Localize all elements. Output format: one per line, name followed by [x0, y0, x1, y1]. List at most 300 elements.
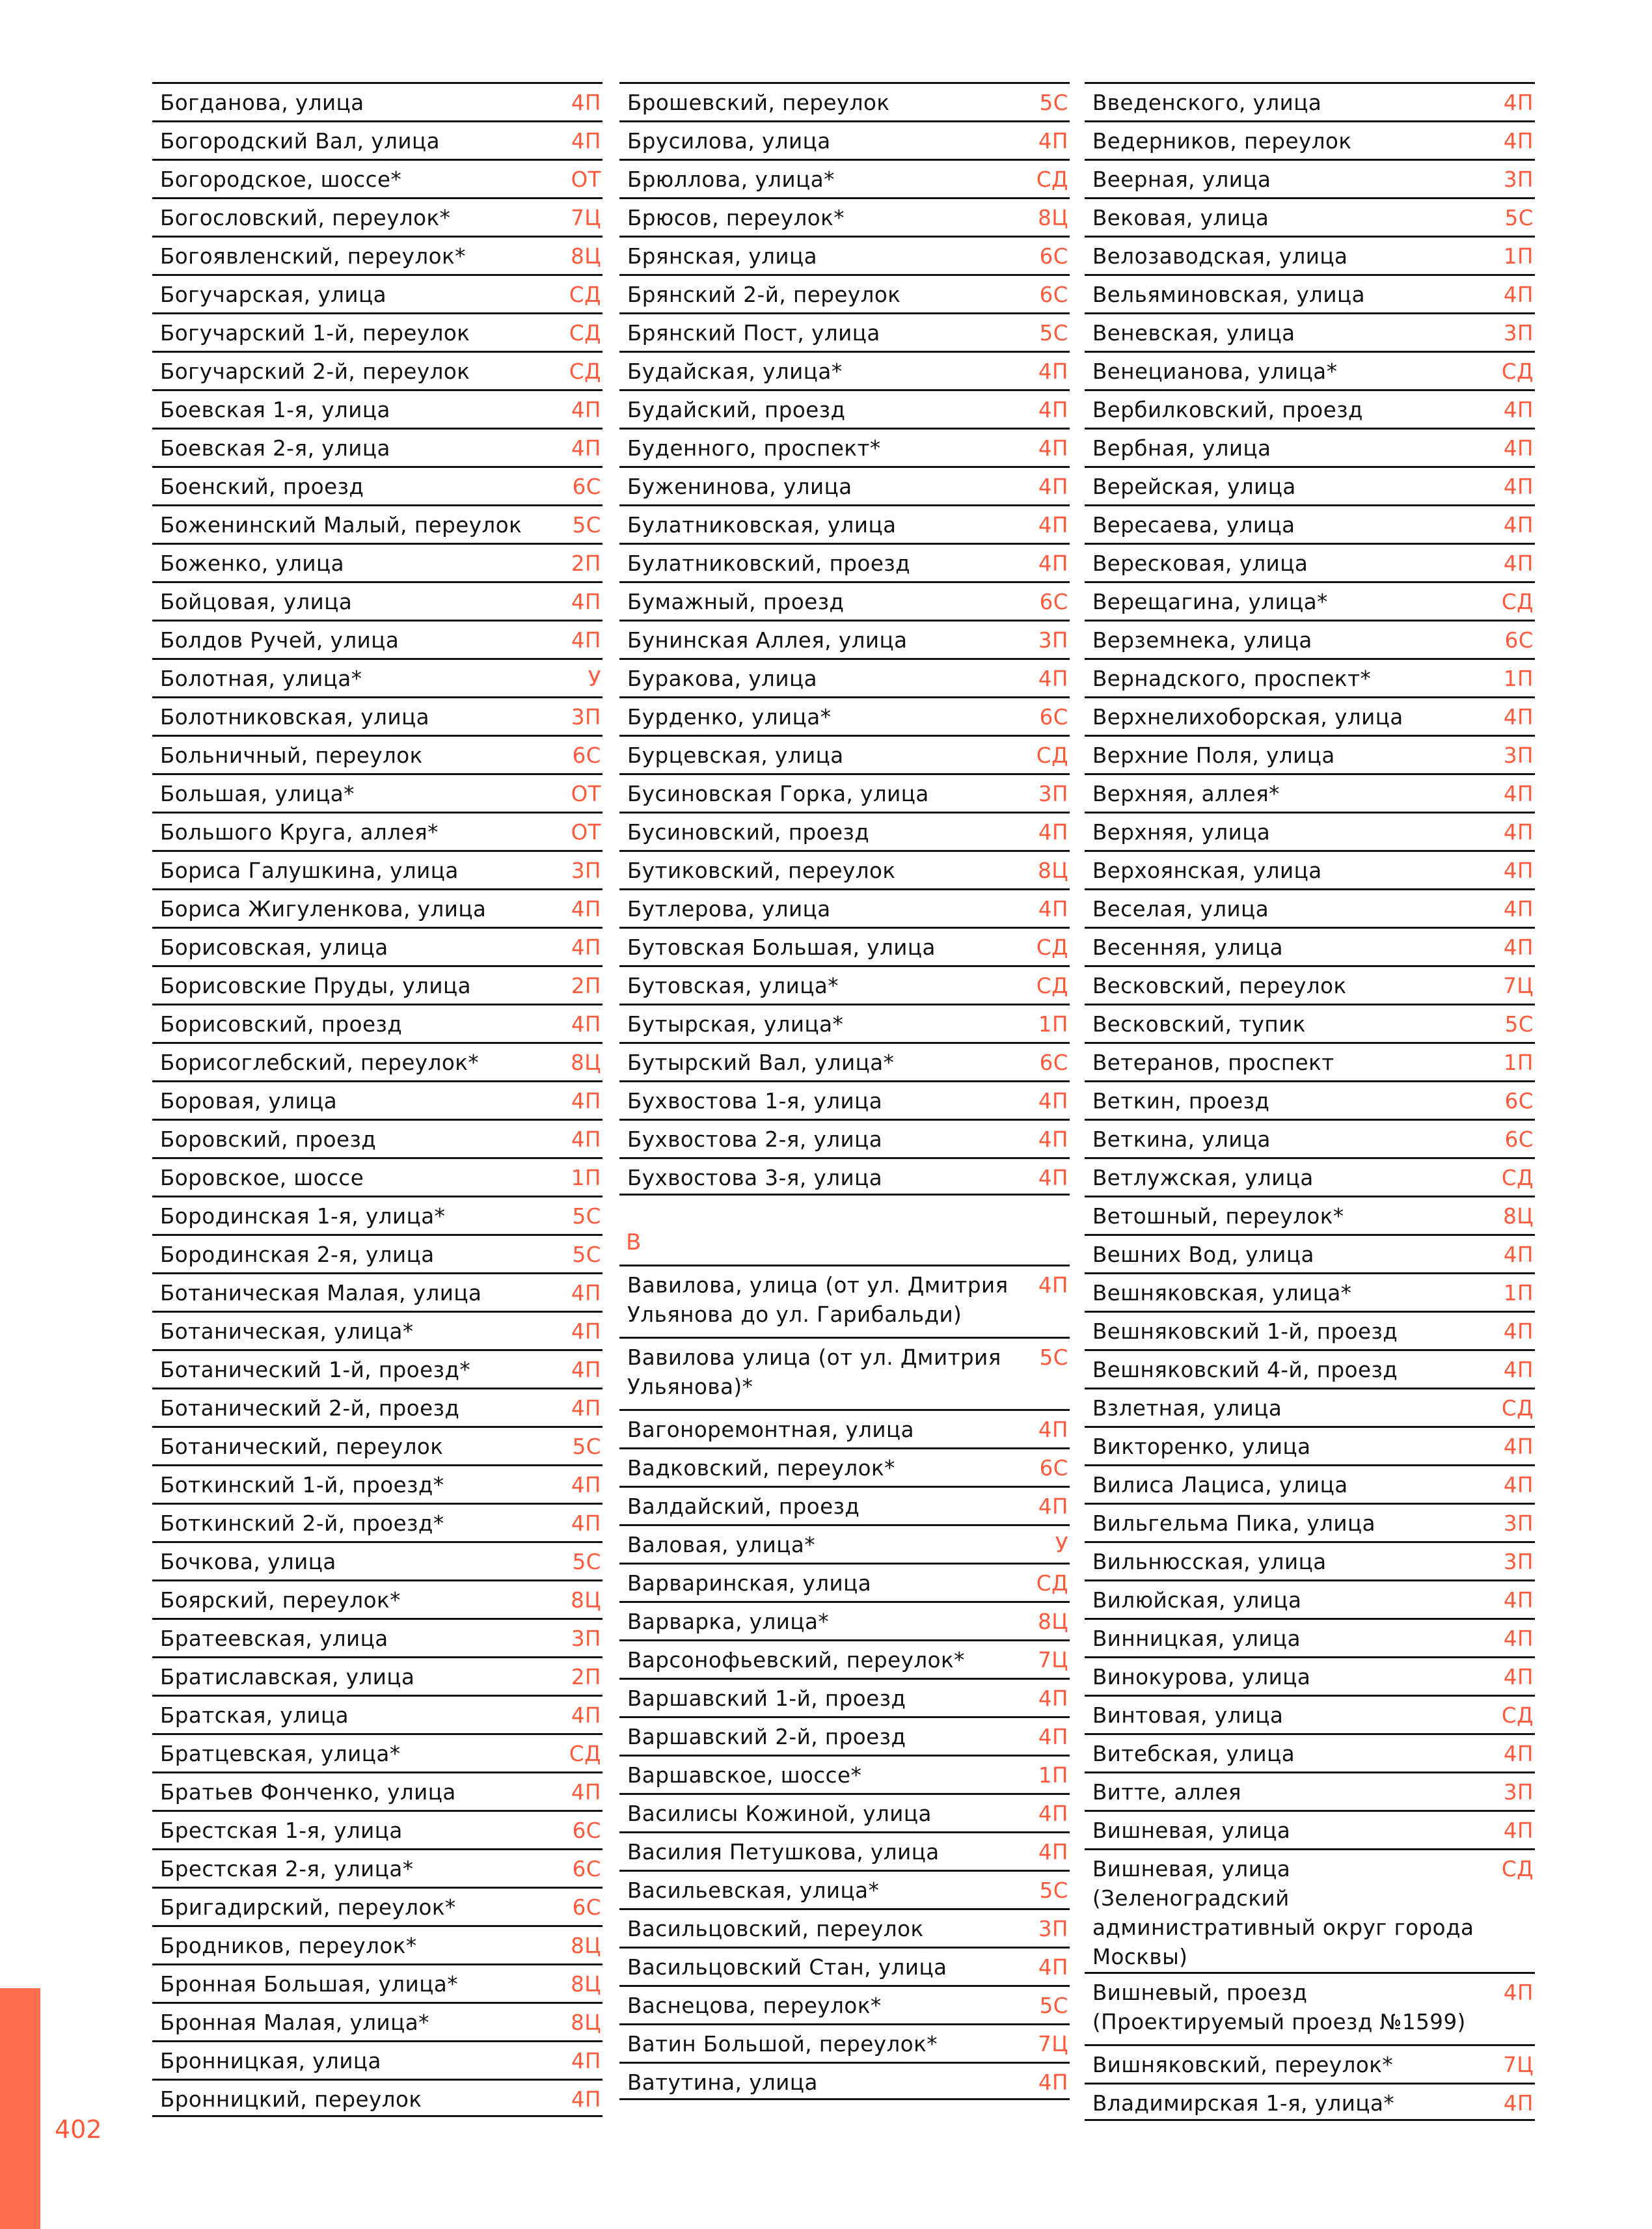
street-entry [619, 1004, 1070, 1042]
street-name: Верхнелихоборская, улица [1092, 705, 1403, 730]
street-entry [152, 1349, 603, 1388]
street-name: Верхоянская, улица [1092, 858, 1322, 883]
street-entry [619, 1908, 1070, 1947]
street-entry [152, 1656, 603, 1695]
street-name: Брянский 2-й, переулок [627, 282, 901, 307]
zone-code: 5С [1039, 321, 1068, 346]
zone-code: 4П [1503, 1473, 1534, 1497]
zone-code: 4П [1038, 820, 1068, 845]
zone-code: 5С [1039, 1345, 1068, 1370]
street-entry [1085, 1119, 1535, 1157]
street-name: Булатниковский, проезд [627, 551, 911, 576]
zone-code: 3П [1503, 743, 1534, 768]
zone-code: 4П [571, 436, 601, 461]
zone-code: 6С [1039, 1050, 1068, 1075]
street-name: Болотниковская, улица [160, 705, 430, 730]
street-entry [152, 658, 603, 696]
street-name: Борисовская, улица [160, 935, 388, 960]
zone-code: 4П [571, 590, 601, 614]
zone-code: 8Ц [571, 1934, 601, 1958]
street-entry [152, 2079, 603, 2117]
street-name: Витебская, улица [1092, 1742, 1295, 1766]
street-name: Богданова, улица [160, 90, 364, 115]
street-entry [1085, 1349, 1535, 1388]
street-name: Богородский Вал, улица [160, 129, 440, 154]
zone-code: 4П [1503, 1818, 1534, 1843]
index-column-1 [152, 82, 603, 2117]
street-name: Веткин, проезд [1092, 1089, 1270, 1114]
street-name: Бойцовая, улица [160, 590, 353, 614]
street-name: Вавилова, улица (от ул. Дмитрия Ульянова до ул. Гарибальди) [627, 1273, 1009, 1327]
zone-code: 1П [1503, 666, 1534, 691]
zone-code: 4П [1503, 1742, 1534, 1766]
street-name: Винницкая, улица [1092, 1626, 1301, 1651]
index-column-3 [1085, 82, 1535, 2121]
street-name: Вишневая, улица (Зеленоградский административный округ города Москвы) [1092, 1857, 1474, 1969]
zone-code: 6С [572, 1818, 601, 1843]
zone-code: 4П [1038, 2070, 1068, 2095]
street-name: Васильевская, улица* [627, 1878, 880, 1903]
street-name: Богородское, шоссе* [160, 167, 402, 192]
zone-code: 4П [571, 1089, 601, 1114]
zone-code: 4П [1503, 858, 1534, 883]
street-name: Вадковский, переулок* [627, 1456, 895, 1481]
street-entry [1085, 658, 1535, 696]
zone-code: 6С [1039, 590, 1068, 614]
street-entry [152, 312, 603, 351]
street-name: Боженко, улица [160, 551, 345, 576]
zone-code: 4П [1503, 705, 1534, 730]
street-entry [152, 696, 603, 735]
street-name: Верещагина, улица* [1092, 590, 1328, 614]
street-entry [619, 1337, 1070, 1409]
street-entry [619, 274, 1070, 312]
street-entry [1085, 1157, 1535, 1196]
zone-code: 5С [572, 1242, 601, 1267]
street-name: Валовая, улица* [627, 1533, 816, 1557]
index-column-2 [619, 82, 1070, 2100]
street-name: Вилюйская, улица [1092, 1588, 1302, 1613]
zone-code: 7Ц [1038, 2032, 1068, 2057]
street-name: Вербная, улица [1092, 436, 1271, 461]
zone-code: СД [1036, 974, 1068, 998]
street-entry [152, 773, 603, 812]
zone-code: 6С [1504, 1089, 1534, 1114]
zone-code: 4П [1503, 398, 1534, 422]
zone-code: 4П [1038, 1686, 1068, 1711]
street-entry [619, 1563, 1070, 1601]
street-entry [1085, 965, 1535, 1004]
street-entry [1085, 159, 1535, 197]
street-entry [1085, 1311, 1535, 1349]
zone-code: 4П [571, 398, 601, 422]
street-name: Весковский, тупик [1092, 1012, 1306, 1037]
street-entry [619, 812, 1070, 850]
zone-code: 4П [571, 897, 601, 922]
street-entry [619, 888, 1070, 927]
zone-code: 4П [571, 1396, 601, 1421]
street-entry [619, 543, 1070, 581]
zone-code: 4П [1038, 1417, 1068, 1442]
street-entry [152, 1579, 603, 1618]
street-name: Ветлужская, улица [1092, 1166, 1314, 1190]
street-name: Бухвостова 1-я, улица [627, 1089, 883, 1114]
street-entry [152, 1426, 603, 1464]
street-entry [1085, 927, 1535, 965]
street-entry [152, 120, 603, 159]
zone-code: 3П [1038, 628, 1068, 653]
street-entry [619, 850, 1070, 888]
street-entry [1085, 2083, 1535, 2121]
section-letter: В [626, 1229, 642, 1255]
street-name: Викторенко, улица [1092, 1434, 1311, 1459]
street-entry [152, 2002, 603, 2040]
street-name: Бухвостова 2-я, улица [627, 1127, 883, 1152]
street-name: Вишняковский, переулок* [1092, 2053, 1394, 2077]
street-entry [1085, 773, 1535, 812]
street-entry [1085, 1848, 1535, 1972]
street-name: Бунинская Аллея, улица [627, 628, 908, 653]
street-name: Бронницкая, улица [160, 2049, 381, 2073]
street-entry [1085, 1464, 1535, 1503]
zone-code: 1П [571, 1166, 601, 1190]
street-name: Веневская, улица [1092, 321, 1295, 346]
street-name: Братьев Фонченко, улица [160, 1780, 456, 1805]
street-name: Булатниковская, улица [627, 513, 897, 538]
street-entry [152, 1004, 603, 1042]
zone-code: 5С [572, 1434, 601, 1459]
zone-code: 4П [571, 1473, 601, 1497]
zone-code: 5С [572, 513, 601, 538]
street-entry [1085, 620, 1535, 658]
street-entry [619, 1157, 1070, 1196]
zone-code: 5С [1039, 90, 1068, 115]
street-entry [1085, 504, 1535, 543]
street-name: Братеевская, улица [160, 1626, 388, 1651]
street-entry [619, 1985, 1070, 2023]
street-name: Богословский, переулок* [160, 206, 451, 230]
street-entry [1085, 1618, 1535, 1656]
street-entry [152, 1503, 603, 1541]
street-entry [1085, 543, 1535, 581]
street-name: Вавилова улица (от ул. Дмитрия Ульянова)* [627, 1345, 1001, 1399]
street-entry [1085, 82, 1535, 120]
zone-code: 4П [1503, 2091, 1534, 2116]
street-name: Брюсов, переулок* [627, 206, 845, 230]
street-entry [152, 1733, 603, 1771]
street-name: Вишневая, улица [1092, 1818, 1291, 1843]
street-entry [619, 696, 1070, 735]
zone-code: 4П [571, 628, 601, 653]
street-entry [1085, 1388, 1535, 1426]
zone-code: 1П [1038, 1763, 1068, 1788]
street-name: Боровая, улица [160, 1089, 338, 1114]
street-name: Бусиновская Горка, улица [627, 782, 929, 806]
street-name: Большого Круга, аллея* [160, 820, 439, 845]
street-name: Вешних Вод, улица [1092, 1242, 1314, 1267]
street-name: Венецианова, улица* [1092, 359, 1338, 384]
street-name: Бухвостова 3-я, улица [627, 1166, 883, 1190]
zone-code: 6С [1504, 628, 1534, 653]
street-name: Борисовский, проезд [160, 1012, 403, 1037]
street-name: Бутлерова, улица [627, 897, 831, 922]
street-entry [619, 1265, 1070, 1337]
side-accent-bar [0, 1988, 40, 2229]
street-entry [1085, 120, 1535, 159]
street-name: Бронная Малая, улица* [160, 2010, 429, 2035]
zone-code: СД [1036, 935, 1068, 960]
zone-code: 6С [572, 474, 601, 499]
street-name: Боярский, переулок* [160, 1588, 401, 1613]
street-entry [619, 120, 1070, 159]
street-entry [152, 389, 603, 428]
street-entry [1085, 1695, 1535, 1733]
zone-code: 4П [1038, 1273, 1068, 1298]
street-entry [1085, 1272, 1535, 1311]
zone-code: 3П [1038, 782, 1068, 806]
zone-code: 4П [571, 1319, 601, 1344]
street-name: Вересаева, улица [1092, 513, 1295, 538]
street-entry [619, 236, 1070, 274]
street-entry [1085, 1810, 1535, 1848]
street-entry [152, 1234, 603, 1272]
street-name: Боткинский 2-й, проезд* [160, 1511, 444, 1536]
street-name: Верхняя, аллея* [1092, 782, 1280, 806]
street-entry [152, 1196, 603, 1234]
street-entry [152, 274, 603, 312]
street-entry [152, 236, 603, 274]
street-name: Борисовские Пруды, улица [160, 974, 472, 998]
street-entry [619, 312, 1070, 351]
zone-code: 4П [571, 2087, 601, 2112]
zone-code: 3П [1503, 1550, 1534, 1574]
street-entry [1085, 274, 1535, 312]
street-name: Велозаводская, улица [1092, 244, 1348, 269]
street-name: Ветошный, переулок* [1092, 1204, 1344, 1229]
street-name: Варшавское, шоссе* [627, 1763, 862, 1788]
street-name: Буденного, проспект* [627, 436, 881, 461]
zone-code: 7Ц [571, 206, 601, 230]
street-name: Вишневый, проезд (Проектируемый проезд №1599) [1092, 1980, 1466, 2034]
street-entry [152, 812, 603, 850]
street-name: Васильцовский Стан, улица [627, 1955, 947, 1980]
street-entry [619, 466, 1070, 504]
street-name: Вересковая, улица [1092, 551, 1308, 576]
street-entry [1085, 812, 1535, 850]
zone-code: СД [569, 359, 601, 384]
street-name: Братская, улица [160, 1703, 349, 1728]
street-name: Бронная Большая, улица* [160, 1972, 458, 1997]
zone-code: 4П [571, 90, 601, 115]
street-name: Бурденко, улица* [627, 705, 832, 730]
street-entry [152, 1042, 603, 1080]
street-entry [152, 197, 603, 236]
street-name: Варварка, улица* [627, 1609, 830, 1634]
street-entry [1085, 1234, 1535, 1272]
zone-code: 6С [1039, 282, 1068, 307]
zone-code: 4П [1503, 474, 1534, 499]
street-entry [619, 735, 1070, 773]
street-entry [152, 1963, 603, 2002]
zone-code: 4П [1503, 897, 1534, 922]
street-name: Ботанический, переулок [160, 1434, 444, 1459]
street-entry [152, 1388, 603, 1426]
street-name: Бурцевская, улица [627, 743, 844, 768]
street-name: Верейская, улица [1092, 474, 1296, 499]
street-name: Ватутина, улица [627, 2070, 818, 2095]
street-name: Ботанический 1-й, проезд* [160, 1358, 471, 1382]
street-name: Буженинова, улица [627, 474, 852, 499]
zone-code: 2П [571, 1665, 601, 1689]
street-name: Вильгельма Пика, улица [1092, 1511, 1376, 1536]
zone-code: 4П [1503, 513, 1534, 538]
street-name: Бутовская, улица* [627, 974, 839, 998]
zone-code: 3П [571, 1626, 601, 1651]
street-name: Бутиковский, переулок [627, 858, 896, 883]
street-name: Братиславская, улица [160, 1665, 415, 1689]
zone-code: ОТ [571, 782, 601, 806]
street-entry [152, 351, 603, 389]
zone-code: 3П [1503, 1780, 1534, 1805]
street-entry [1085, 1503, 1535, 1541]
street-name: Больничный, переулок [160, 743, 423, 768]
zone-code: СД [569, 321, 601, 346]
street-name: Боровский, проезд [160, 1127, 377, 1152]
street-name: Бригадирский, переулок* [160, 1895, 456, 1920]
street-entry [152, 1119, 603, 1157]
street-name: Введенского, улица [1092, 90, 1322, 115]
zone-code: 8Ц [571, 1588, 601, 1613]
street-entry [619, 1119, 1070, 1157]
zone-code: 1П [1503, 1050, 1534, 1075]
zone-code: 4П [1038, 897, 1068, 922]
street-entry [152, 543, 603, 581]
street-name: Верземнека, улица [1092, 628, 1312, 653]
zone-code: 8Ц [571, 244, 601, 269]
street-entry [619, 2062, 1070, 2100]
zone-code: 4П [1038, 1801, 1068, 1826]
street-name: Владимирская 1-я, улица* [1092, 2091, 1395, 2116]
street-name: Вильнюсская, улица [1092, 1550, 1327, 1574]
street-entry [1085, 1426, 1535, 1464]
zone-code: СД [1501, 1166, 1534, 1190]
zone-code: 4П [1503, 551, 1534, 576]
street-name: Вагоноремонтная, улица [627, 1417, 915, 1442]
zone-code: 8Ц [1038, 858, 1068, 883]
zone-code: 4П [1038, 1166, 1068, 1190]
street-entry [152, 1618, 603, 1656]
street-name: Ботанический 2-й, проезд [160, 1396, 460, 1421]
street-entry [1085, 351, 1535, 389]
street-name: Борисоглебский, переулок* [160, 1050, 480, 1075]
street-name: Верхние Поля, улица [1092, 743, 1335, 768]
street-entry [619, 197, 1070, 236]
zone-code: 4П [571, 1012, 601, 1037]
zone-code: 4П [1038, 1127, 1068, 1152]
street-name: Вешняковский 1-й, проезд [1092, 1319, 1398, 1344]
zone-code: 2П [571, 551, 601, 576]
zone-code: СД [1501, 359, 1534, 384]
street-name: Винокурова, улица [1092, 1665, 1311, 1689]
zone-code: 8Ц [1038, 1609, 1068, 1634]
zone-code: 2П [571, 974, 601, 998]
street-name: Ботаническая, улица* [160, 1319, 414, 1344]
zone-code: 4П [1038, 1725, 1068, 1749]
street-entry [619, 504, 1070, 543]
zone-code: 3П [1503, 1511, 1534, 1536]
street-name: Варшавский 1-й, проезд [627, 1686, 906, 1711]
street-entry [619, 927, 1070, 965]
zone-code: СД [569, 1742, 601, 1766]
zone-code: 4П [1038, 513, 1068, 538]
street-name: Верхняя, улица [1092, 820, 1271, 845]
street-entry [619, 965, 1070, 1004]
street-entry [619, 159, 1070, 197]
street-entry [152, 1272, 603, 1311]
zone-code: 4П [1503, 1242, 1534, 1267]
street-name: Боевская 1-я, улица [160, 398, 390, 422]
street-entry [1085, 1656, 1535, 1695]
street-entry [152, 1848, 603, 1887]
street-name: Вилиса Лациса, улица [1092, 1473, 1348, 1497]
street-entry [152, 1311, 603, 1349]
street-name: Ботаническая Малая, улица [160, 1281, 482, 1306]
street-entry [1085, 2044, 1535, 2083]
zone-code: 4П [1038, 474, 1068, 499]
zone-code: 4П [1038, 129, 1068, 154]
street-entry [152, 965, 603, 1004]
street-name: Ведерников, переулок [1092, 129, 1352, 154]
street-entry [152, 159, 603, 197]
zone-code: 4П [1038, 1840, 1068, 1865]
page-number: 402 [55, 2115, 102, 2144]
street-entry [619, 1755, 1070, 1793]
zone-code: 4П [1038, 551, 1068, 576]
zone-code: 5С [572, 1550, 601, 1574]
street-name: Богучарский 1-й, переулок [160, 321, 470, 346]
street-name: Варваринская, улица [627, 1571, 872, 1596]
street-entry [619, 1793, 1070, 1831]
street-name: Боровское, шоссе [160, 1166, 364, 1190]
street-name: Бусиновский, проезд [627, 820, 870, 845]
street-name: Богучарский 2-й, переулок [160, 359, 470, 384]
zone-code: 4П [571, 1281, 601, 1306]
street-name: Богучарская, улица [160, 282, 387, 307]
street-name: Брошевский, переулок [627, 90, 890, 115]
zone-code: 4П [1503, 282, 1534, 307]
street-name: Валдайский, проезд [627, 1494, 860, 1519]
zone-code: 5С [1504, 1012, 1534, 1037]
zone-code: 7Ц [1503, 974, 1534, 998]
street-name: Бутырский Вал, улица* [627, 1050, 895, 1075]
street-entry [152, 927, 603, 965]
zone-code: ОТ [571, 167, 601, 192]
street-name: Васильцовский, переулок [627, 1917, 924, 1941]
street-name: Бумажный, проезд [627, 590, 845, 614]
street-name: Боевская 2-я, улица [160, 436, 390, 461]
street-entry [619, 581, 1070, 620]
street-entry [1085, 1196, 1535, 1234]
street-entry [152, 888, 603, 927]
street-entry [1085, 1004, 1535, 1042]
zone-code: 4П [1038, 666, 1068, 691]
zone-code: 3П [1503, 167, 1534, 192]
zone-code: 4П [1503, 1980, 1534, 2005]
street-name: Будайский, проезд [627, 398, 846, 422]
zone-code: 1П [1038, 1012, 1068, 1037]
street-name: Варсонофьевский, переулок* [627, 1648, 965, 1673]
street-entry [619, 1409, 1070, 1447]
